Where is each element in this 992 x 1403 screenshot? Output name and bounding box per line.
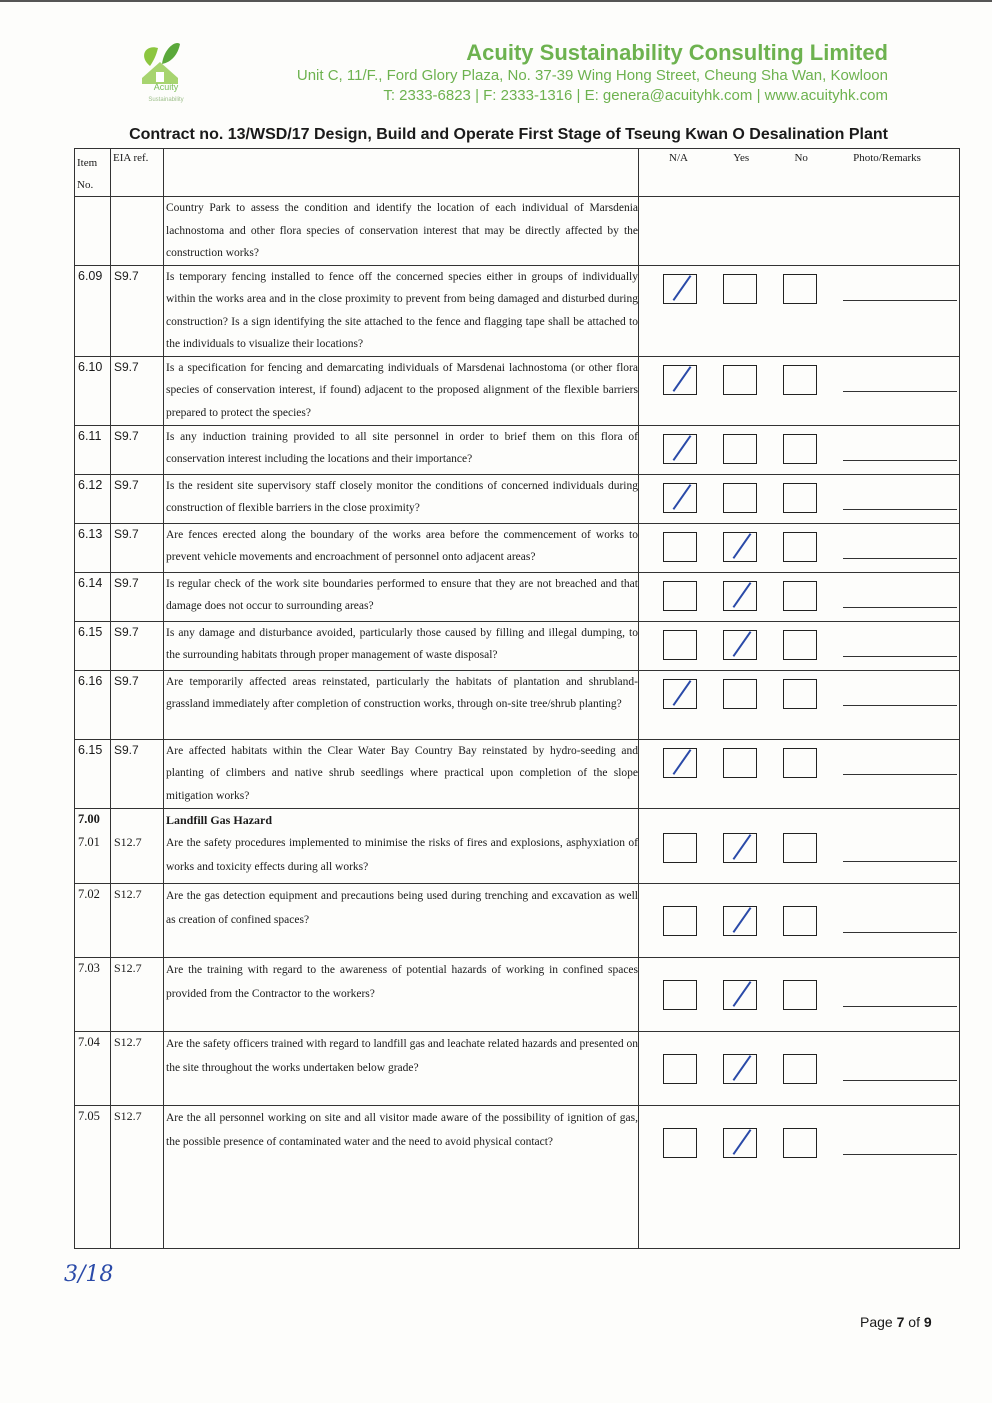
table-row xyxy=(75,670,960,739)
remarks-line[interactable] xyxy=(843,391,957,392)
col-question-header xyxy=(164,149,639,197)
options-cell xyxy=(639,356,960,425)
remarks-line[interactable] xyxy=(843,861,957,862)
item-cell: 6.09 xyxy=(75,265,111,356)
question-cell: Is regular check of the work site boundaries performed to ensure that they are not breached and that damage does not occur to surrounding areas? xyxy=(164,572,639,621)
logo-text: Acuity xyxy=(153,82,179,92)
remarks-line[interactable] xyxy=(843,1006,957,1007)
item-cell: 6.14 xyxy=(75,572,111,621)
eia-cell: S9.7 xyxy=(111,572,164,621)
yes-checkbox[interactable] xyxy=(723,748,757,778)
table-row xyxy=(75,957,960,1031)
na-checkbox[interactable] xyxy=(663,1054,697,1084)
yes-checkbox[interactable] xyxy=(723,532,757,562)
question-cell: Country Park to assess the condition and identify the location of each individual of Marsdenia lachnostoma and other flora species of conservation interest that may be directly affected by the construction works? xyxy=(164,197,639,266)
question-cell: Are the safety officers trained with regard to landfill gas and leachate related hazards and presented on the site throughout the works undertaken below grade? xyxy=(164,1031,639,1105)
remarks-line[interactable] xyxy=(843,558,957,559)
remarks-line[interactable] xyxy=(843,460,957,461)
na-checkbox[interactable] xyxy=(663,1128,697,1158)
item-cell: 7.03 xyxy=(75,957,111,1031)
letterhead xyxy=(0,0,992,120)
question-cell: Is any induction training provided to all site personnel in order to brief them on this flora of conservation interest including the locations and their importance? xyxy=(164,425,639,474)
col-na-header: N/A xyxy=(669,152,688,164)
options-cell xyxy=(639,425,960,474)
options-cell xyxy=(639,523,960,572)
options-cell xyxy=(639,883,960,957)
col-remarks-header: Photo/Remarks xyxy=(853,152,921,164)
eia-cell: S12.7 xyxy=(111,883,164,957)
table-row xyxy=(75,883,960,957)
no-checkbox[interactable] xyxy=(783,274,817,304)
yes-checkbox[interactable] xyxy=(723,274,757,304)
yes-checkbox[interactable] xyxy=(723,1128,757,1158)
no-checkbox[interactable] xyxy=(783,1128,817,1158)
remarks-line[interactable] xyxy=(843,1080,957,1081)
eia-cell: S9.7 xyxy=(111,621,164,670)
eia-cell: S12.7 xyxy=(111,808,164,883)
na-checkbox[interactable] xyxy=(663,980,697,1010)
eia-cell xyxy=(111,197,164,266)
na-checkbox[interactable] xyxy=(663,630,697,660)
table-row xyxy=(75,425,960,474)
col-options-header xyxy=(639,149,960,197)
table-row xyxy=(75,739,960,808)
question-cell: Is any damage and disturbance avoided, particularly those caused by filling and illegal dumping, to the surrounding habitats through proper management of waste disposal? xyxy=(164,621,639,670)
na-checkbox[interactable] xyxy=(663,532,697,562)
options-cell xyxy=(639,1031,960,1105)
no-checkbox[interactable] xyxy=(783,980,817,1010)
table-row xyxy=(75,572,960,621)
na-checkbox[interactable] xyxy=(663,679,697,709)
col-item-header: Item No. xyxy=(75,149,111,197)
eia-cell: S12.7 xyxy=(111,1031,164,1105)
question-cell: Is the resident site supervisory staff closely monitor the conditions of concerned individuals during construction of flexible barriers in the close proximity? xyxy=(164,474,639,523)
item-cell: 7.05 xyxy=(75,1105,111,1248)
item-cell: 7.04 xyxy=(75,1031,111,1105)
no-checkbox[interactable] xyxy=(783,630,817,660)
yes-checkbox[interactable] xyxy=(723,630,757,660)
options-cell xyxy=(639,572,960,621)
options-cell xyxy=(639,808,960,883)
remarks-line[interactable] xyxy=(843,607,957,608)
question-cell: Are the all personnel working on site and all visitor made aware of the possibility of ignition of gas, the possible presence of contaminated water and the need to avoid physical contact? xyxy=(164,1105,639,1248)
eia-cell: S12.7 xyxy=(111,957,164,1031)
eia-cell: S9.7 xyxy=(111,739,164,808)
remarks-line[interactable] xyxy=(843,509,957,510)
company-address: Unit C, 11/F., Ford Glory Plaza, No. 37-39 Wing Hong Street, Cheung Sha Wan, Kowloon xyxy=(296,67,888,84)
question-cell: Are affected habitats within the Clear Water Bay Country Bay reinstated by hydro-seeding and planting of climbers and native shrub seedlings where practical upon completion of the slope mitigation works? xyxy=(164,739,639,808)
contract-title: Contract no. 13/WSD/17 Design, Build and Operate First Stage of Tseung Kwan O Desalination Plant xyxy=(129,126,888,143)
remarks-line[interactable] xyxy=(843,705,957,706)
no-checkbox[interactable] xyxy=(783,833,817,863)
handwritten-date: 3/18 xyxy=(64,1262,114,1287)
options-cell xyxy=(639,739,960,808)
item-cell xyxy=(75,197,111,266)
options-cell xyxy=(639,197,960,266)
table-header-row xyxy=(75,149,960,197)
na-checkbox[interactable] xyxy=(663,365,697,395)
question-cell: Are temporarily affected areas reinstated, particularly the habitats of plantation and shrubland-grassland immediately after completion of construction works, through on-site tree/shrub planting? xyxy=(164,670,639,739)
yes-checkbox[interactable] xyxy=(723,483,757,513)
section-row xyxy=(75,808,960,883)
options-cell xyxy=(639,265,960,356)
company-name: Acuity Sustainability Consulting Limited xyxy=(466,40,888,65)
remarks-line[interactable] xyxy=(843,1154,957,1155)
remarks-line[interactable] xyxy=(843,932,957,933)
checklist-table xyxy=(74,148,960,1249)
no-checkbox[interactable] xyxy=(783,1054,817,1084)
table-row xyxy=(75,356,960,425)
eia-cell: S9.7 xyxy=(111,523,164,572)
item-cell: 6.10 xyxy=(75,356,111,425)
remarks-line[interactable] xyxy=(843,300,957,301)
eia-cell: S9.7 xyxy=(111,356,164,425)
item-cell: 6.16 xyxy=(75,670,111,739)
table-row xyxy=(75,1105,960,1248)
remarks-line[interactable] xyxy=(843,774,957,775)
na-checkbox[interactable] xyxy=(663,434,697,464)
logo-subtext: Sustainability xyxy=(148,97,184,103)
no-checkbox[interactable] xyxy=(783,906,817,936)
yes-checkbox[interactable] xyxy=(723,581,757,611)
item-cell: 7.00 7.01 xyxy=(75,808,111,883)
options-cell xyxy=(639,474,960,523)
page-number: Page 7 of 9 xyxy=(860,1314,932,1330)
eia-cell: S9.7 xyxy=(111,474,164,523)
item-cell: 6.11 xyxy=(75,425,111,474)
yes-checkbox[interactable] xyxy=(723,980,757,1010)
question-cell: Are fences erected along the boundary of the works area before the commencement of works to prevent vehicle movements and encroachment of personnel onto adjacent areas? xyxy=(164,523,639,572)
na-checkbox[interactable] xyxy=(663,581,697,611)
table-row xyxy=(75,523,960,572)
options-cell xyxy=(639,1105,960,1248)
eia-cell: S9.7 xyxy=(111,425,164,474)
table-row xyxy=(75,621,960,670)
item-cell: 6.13 xyxy=(75,523,111,572)
question-cell: Are the gas detection equipment and precautions being used during trenching and excavation as well as creation of confined spaces? xyxy=(164,883,639,957)
eia-cell: S9.7 xyxy=(111,265,164,356)
table-row xyxy=(75,1031,960,1105)
table-row xyxy=(75,474,960,523)
na-checkbox[interactable] xyxy=(663,274,697,304)
na-checkbox[interactable] xyxy=(663,906,697,936)
item-cell: 6.12 xyxy=(75,474,111,523)
table-row xyxy=(75,197,960,266)
question-cell: Is temporary fencing installed to fence off the concerned species either in groups of individually within the works area and in the close proximity to prevent from being damaged and disturbed during construction? Is a sign identifying the site attached to the fence and flagging tape shall be attached to the individuals to visualize their locations? xyxy=(164,265,639,356)
item-cell: 7.02 xyxy=(75,883,111,957)
yes-checkbox[interactable] xyxy=(723,679,757,709)
question-cell: Landfill Gas Hazard Are the safety procedures implemented to minimise the risks of fires and explosions, asphyxiation of works and toxicity effects during all works? xyxy=(164,808,639,883)
question-cell: Is a specification for fencing and demarcating individuals of Marsdenai lachnostoma (or other flora species of conservation interest, if found) adjacent to the proposed alignment of the flexible barriers prepared to protect the species? xyxy=(164,356,639,425)
remarks-line[interactable] xyxy=(843,656,957,657)
yes-checkbox[interactable] xyxy=(723,365,757,395)
na-checkbox[interactable] xyxy=(663,833,697,863)
yes-checkbox[interactable] xyxy=(723,1054,757,1084)
yes-checkbox[interactable] xyxy=(723,906,757,936)
no-checkbox[interactable] xyxy=(783,748,817,778)
col-eia-header: EIA ref. xyxy=(111,149,164,197)
no-checkbox[interactable] xyxy=(783,679,817,709)
na-checkbox[interactable] xyxy=(663,748,697,778)
table-row xyxy=(75,265,960,356)
options-cell xyxy=(639,670,960,739)
section-title: Landfill Gas Hazard xyxy=(166,812,273,827)
no-checkbox[interactable] xyxy=(783,483,817,513)
yes-checkbox[interactable] xyxy=(723,833,757,863)
na-checkbox[interactable] xyxy=(663,483,697,513)
no-checkbox[interactable] xyxy=(783,434,817,464)
question-cell: Are the training with regard to the awareness of potential hazards of working in confined spaces provided from the Contractor to the workers? xyxy=(164,957,639,1031)
eia-cell: S9.7 xyxy=(111,670,164,739)
options-cell xyxy=(639,957,960,1031)
item-cell: 6.15 xyxy=(75,621,111,670)
item-cell: 6.15 xyxy=(75,739,111,808)
no-checkbox[interactable] xyxy=(783,581,817,611)
no-checkbox[interactable] xyxy=(783,365,817,395)
col-yes-header: Yes xyxy=(733,152,750,164)
options-cell xyxy=(639,621,960,670)
yes-checkbox[interactable] xyxy=(723,434,757,464)
no-checkbox[interactable] xyxy=(783,532,817,562)
eia-cell: S12.7 xyxy=(111,1105,164,1248)
company-contact: T: 2333-6823 | F: 2333-1316 | E: genera@acuityhk.com | www.acuityhk.com xyxy=(383,87,888,104)
col-no-header: No xyxy=(794,152,808,164)
